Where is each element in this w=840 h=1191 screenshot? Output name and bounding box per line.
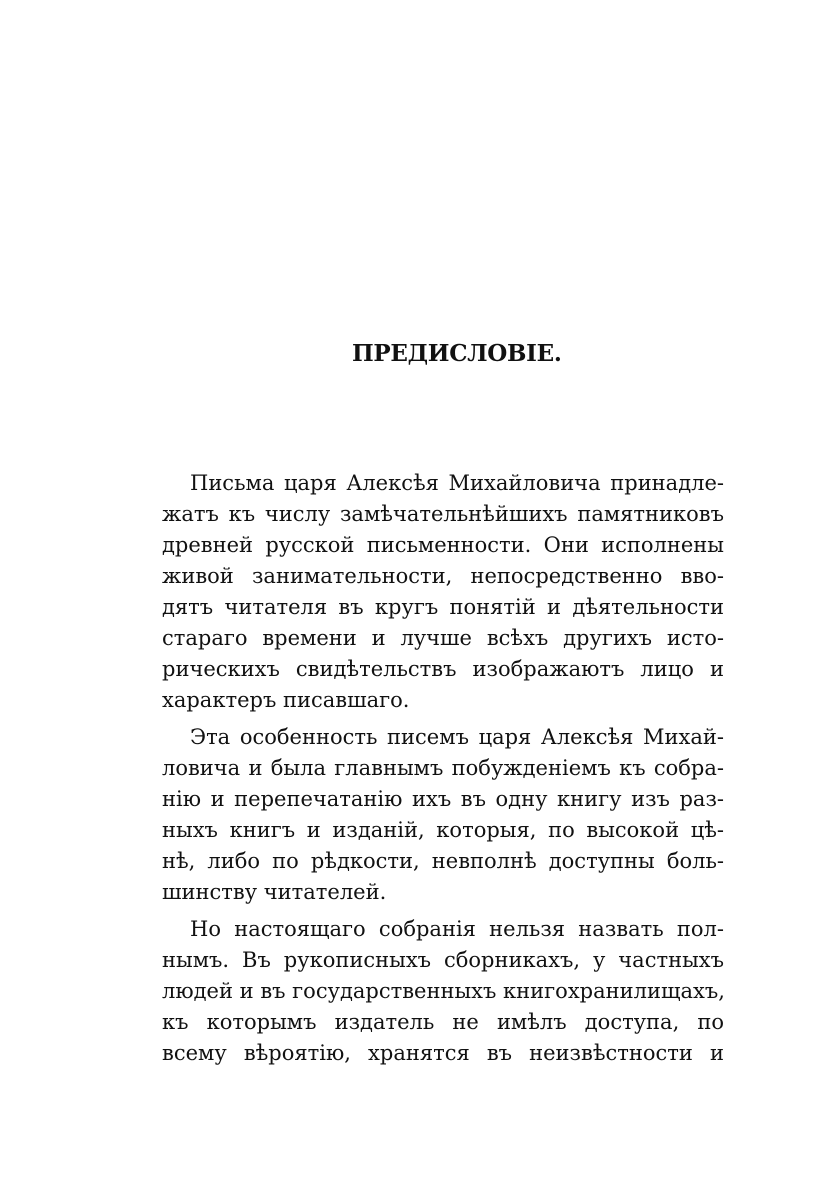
text-line: жатъ къ числу замѣчательнѣйшихъ памятниковъ xyxy=(162,502,724,526)
text-line: нѣ, либо по рѣдкости, невполнѣ доступны боль- xyxy=(162,849,724,873)
text-line: шинству читателей. xyxy=(162,880,387,904)
text-line: дятъ читателя въ кругъ понятій и дѣятельности xyxy=(162,595,724,619)
paragraph-1 xyxy=(162,468,724,716)
text-line: нымъ. Въ рукописныхъ сборникахъ, у частныхъ xyxy=(162,948,724,972)
body-text xyxy=(162,468,724,1069)
text-line: стараго времени и лучше всѣхъ другихъ исто- xyxy=(162,626,724,650)
text-line: ныхъ книгъ и изданій, которыя, по высокой цѣ- xyxy=(162,818,724,842)
text-line: къ которымъ издатель не имѣлъ доступа, по xyxy=(162,1010,724,1034)
text-line: древней русской письменности. Они исполнены xyxy=(162,533,724,557)
text-line: Эта особенность писемъ царя Алексѣя Михай- xyxy=(190,725,724,749)
text-line: ловича и была главнымъ побужденіемъ къ собра- xyxy=(162,756,724,780)
paragraph-3 xyxy=(162,914,724,1069)
text-line: рическихъ свидѣтельствъ изображаютъ лицо и xyxy=(162,657,724,681)
text-line: характеръ писавшаго. xyxy=(162,688,410,712)
page-title: ПРЕДИСЛОВІЕ. xyxy=(352,340,562,367)
text-line: всему вѣроятію, хранятся въ неизвѣстности и xyxy=(162,1041,724,1065)
text-line: Но настоящаго собранія нельзя назвать пол- xyxy=(190,917,724,941)
paragraph-2 xyxy=(162,722,724,908)
text-line: живой занимательности, непосредственно вво- xyxy=(162,564,724,588)
text-line: нію и перепечатанію ихъ въ одну книгу изъ раз- xyxy=(162,787,724,811)
text-line: людей и въ государственныхъ книгохранилищахъ, xyxy=(162,979,725,1003)
text-line: Письма царя Алексѣя Михайловича принадле- xyxy=(190,471,724,495)
